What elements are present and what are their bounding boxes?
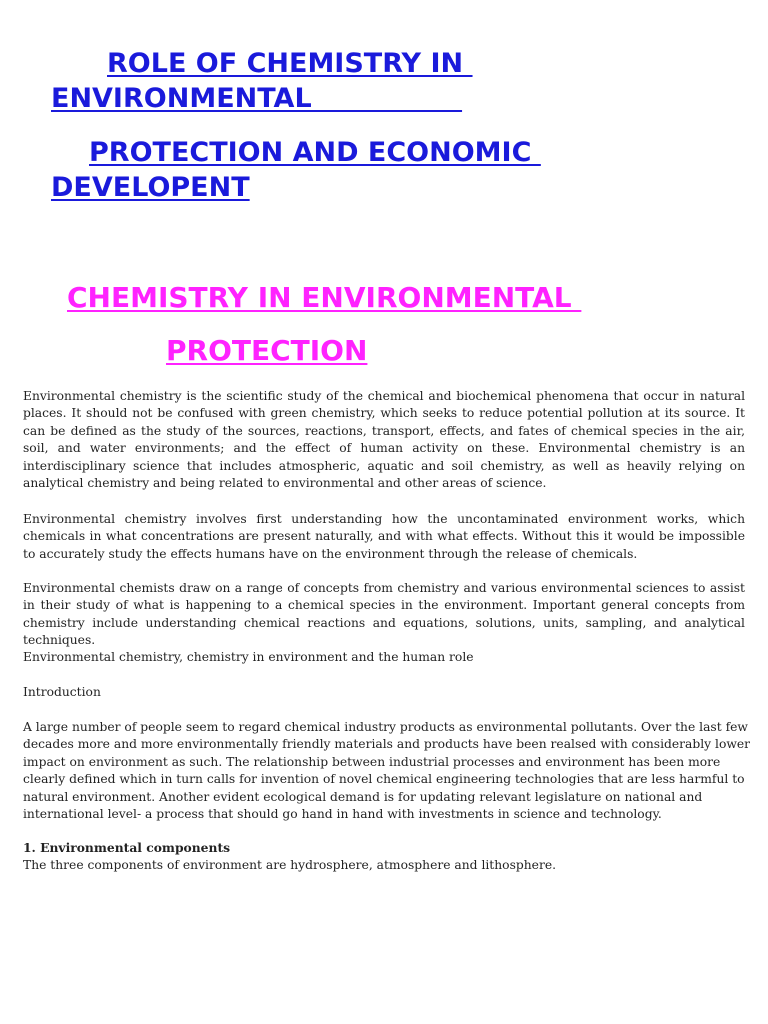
section-heading-line-2: PROTECTION [166, 334, 368, 367]
title-line-4: DEVELOPENT [51, 172, 250, 203]
paragraph-intro-label: Introduction [23, 685, 101, 699]
paragraph-2: Environmental chemistry involves first understanding how the uncontaminated environment works, which chemicals in what concentrations are present naturally, and with what effects. Without this it would be impossible to accurately study the effects humans have on the environment through the release of chemicals. [23, 512, 745, 561]
section-heading-line-1: CHEMISTRY IN ENVIRONMENTAL [67, 281, 582, 314]
paragraph-3: Environmental chemists draw on a range of concepts from chemistry and various environmental sciences to assist in their study of what is happening to a chemical species in the environment. Important general concepts from chemistry include understanding chemical reactions and equations, solutions, units, sampling, and analytical techniques. [23, 581, 745, 648]
title-line-2: ENVIRONMENTAL [51, 83, 463, 114]
paragraph-5: A large number of people seem to regard chemical industry products as environmental pollutants. Over the last few decades more and more environmentally friendly materials and products have been realsed with considerably lower impact on environment as such. The relationship between industrial processes and environment has been more clearly defined which in turn calls for invention of novel chemical engineering technologies that are less harmful to natural environment. Another evident ecological demand is for updating relevant legislature on national and international level- a process that should go hand in hand with investments in science and technology. [23, 720, 751, 822]
paragraph-1: Environmental chemistry is the scientific study of the chemical and biochemical phenomena that occur in natural places. It should not be confused with green chemistry, which seeks to reduce potential pollution at its source. It can be defined as the study of the sources, reactions, transport, effects, and fates of chemical species in the air, soil, and water environments; and the effect of human activity on these. Environmental chemistry is an interdisciplinary science that includes atmospheric, aquatic and soil chemistry, as well as heavily relying on analytical chemistry and being related to environmental and other areas of science. [23, 389, 745, 491]
paragraph-4: Environmental chemistry, chemistry in environment and the human role [23, 650, 474, 664]
title-line-1: ROLE OF CHEMISTRY IN [107, 48, 473, 79]
title-line-3: PROTECTION AND ECONOMIC [89, 137, 541, 168]
subsection-heading: 1. Environmental components [23, 840, 231, 855]
subsection-text: The three components of environment are hydrosphere, atmosphere and lithosphere. [23, 858, 557, 872]
